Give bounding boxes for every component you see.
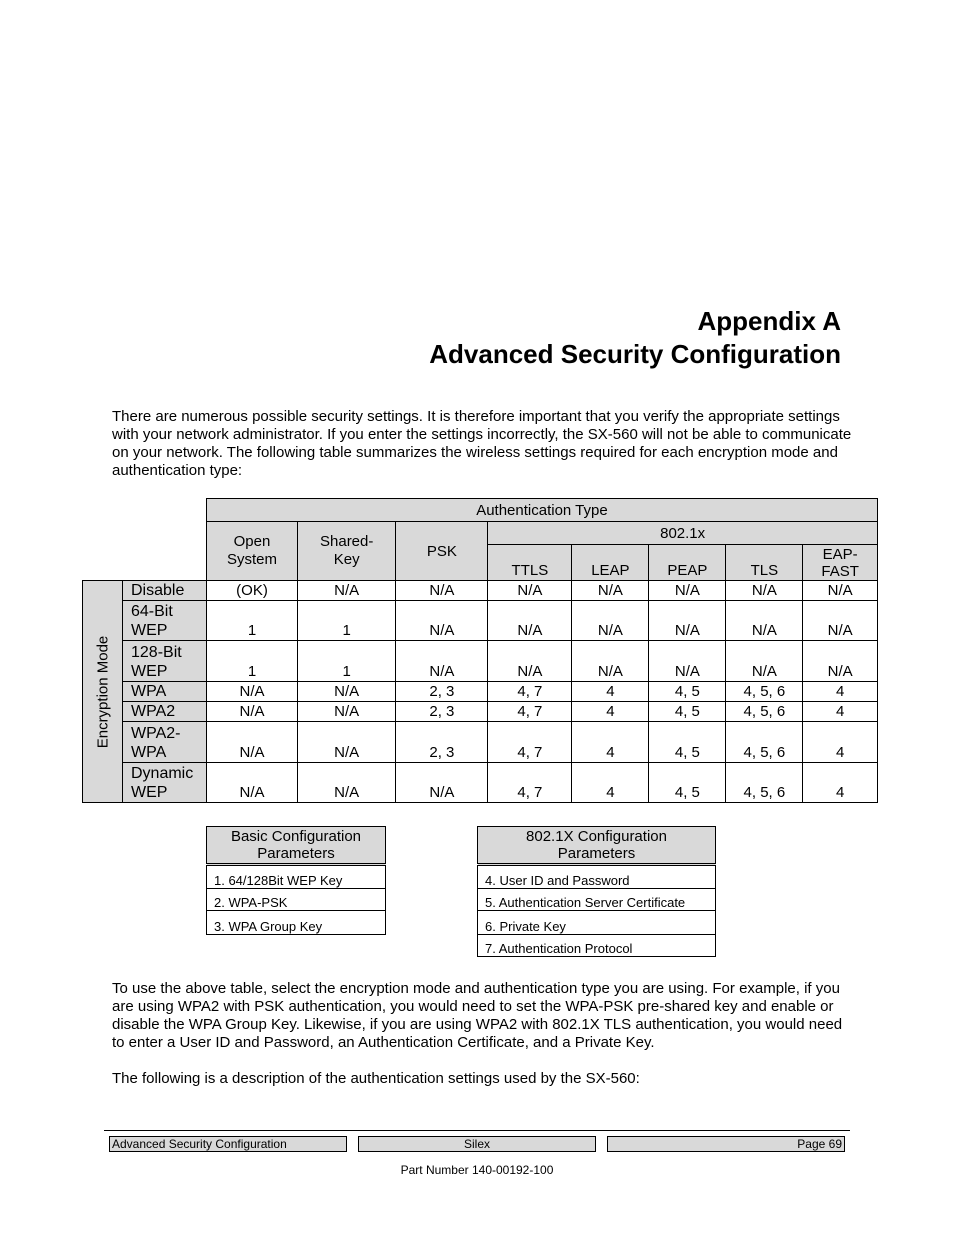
group-header-8021x: 802.1x (488, 522, 878, 545)
col-header-leap: LEAP (572, 545, 649, 581)
table-cell: N/A (396, 581, 488, 601)
table-cell: N/A (298, 682, 396, 702)
footer-page-number: Page 69 (607, 1136, 845, 1152)
table-cell: N/A (396, 641, 488, 682)
table-cell: 4 (572, 702, 649, 722)
table-cell: N/A (298, 722, 396, 763)
table-cell: N/A (649, 601, 726, 641)
table-cell: 2, 3 (396, 722, 488, 763)
table-cell: 4, 5 (649, 702, 726, 722)
footer-divider (104, 1130, 850, 1131)
table-cell: N/A (488, 641, 572, 682)
param-item: 4. User ID and Password (478, 865, 716, 889)
col-header-tls: TLS (726, 545, 803, 581)
table-cell: 4, 7 (488, 722, 572, 763)
table-cell: 4 (572, 722, 649, 763)
col-header-psk: PSK (396, 522, 488, 581)
table-cell: 4, 7 (488, 682, 572, 702)
table-cell: 4, 5, 6 (726, 722, 803, 763)
table-cell: 4 (572, 763, 649, 803)
table-cell: N/A (572, 601, 649, 641)
usage-paragraph: To use the above table, select the encryption mode and authentication type you are using. For example, if you are using WPA2 with PSK authentication, you would need to set the WPA-PSK pre-shared key and enable or disable the WPA Group Key. Likewise, if you are using WPA2 with 802.1X TLS authentication, you would need to enter a User ID and Password, an Authentication Certificate, and a Private Key. (112, 980, 843, 1051)
table-cell: 1 (298, 601, 396, 641)
intro-paragraph: There are numerous possible security settings. It is therefore important that you verify the appropriate settings with your network administrator. If you enter the settings incorrectly, the SX-560 will not be able to communicate on your network. The following table summarizes the wireless settings required for each encryption mode and authentication type: (112, 408, 852, 479)
row-label: 64-Bit WEP (123, 601, 207, 641)
appendix-title: Appendix A (697, 306, 841, 336)
table-cell: N/A (298, 702, 396, 722)
row-label: Dynamic WEP (123, 763, 207, 803)
table-cell: N/A (572, 641, 649, 682)
encryption-mode-label: Encryption Mode (94, 635, 111, 748)
param-item: 6. Private Key (478, 911, 716, 935)
part-number: Part Number 140-00192-100 (400, 1163, 554, 1177)
param-item: 2. WPA-PSK (207, 889, 386, 911)
basic-config-params-table (206, 826, 386, 935)
security-settings-table (82, 498, 878, 803)
description-lead-paragraph: The following is a description of the authentication settings used by the SX-560: (112, 1070, 640, 1087)
table-cell: N/A (726, 581, 803, 601)
table-cell: 4 (803, 702, 878, 722)
encryption-mode-sidebar (83, 581, 123, 803)
row-label: WPA2 (123, 702, 207, 722)
table-cell: N/A (207, 763, 298, 803)
table-cell: N/A (726, 641, 803, 682)
table-cell: 4, 7 (488, 702, 572, 722)
table-cell: (OK) (207, 581, 298, 601)
table-cell: N/A (488, 601, 572, 641)
table-cell: 4, 5, 6 (726, 682, 803, 702)
dot1x-config-params-table (477, 826, 716, 957)
col-header-open-system: Open System (207, 522, 298, 581)
table-cell: N/A (207, 722, 298, 763)
table-cell: 4 (803, 722, 878, 763)
table-cell: N/A (488, 581, 572, 601)
table-cell: 4, 5 (649, 682, 726, 702)
table-cell: N/A (803, 581, 878, 601)
table-cell: N/A (298, 763, 396, 803)
row-label: WPA (123, 682, 207, 702)
table-cell: 1 (207, 641, 298, 682)
table-cell: 4, 5, 6 (726, 763, 803, 803)
table-cell: 4, 5, 6 (726, 702, 803, 722)
col-header-ttls: TTLS (488, 545, 572, 581)
table-cell: N/A (649, 641, 726, 682)
footer-company: Silex (358, 1136, 596, 1152)
table-cell: N/A (649, 581, 726, 601)
param-item: 7. Authentication Protocol (478, 935, 716, 957)
table-cell: N/A (803, 641, 878, 682)
table-cell: N/A (572, 581, 649, 601)
col-header-peap: PEAP (649, 545, 726, 581)
table-cell: N/A (396, 601, 488, 641)
param-item: 5. Authentication Server Certificate (478, 889, 716, 911)
dot1x-params-title: 802.1X Configuration Parameters (478, 827, 716, 865)
col-header-shared-key: Shared-Key (298, 522, 396, 581)
table-cell: 4, 5 (649, 763, 726, 803)
row-label: WPA2-WPA (123, 722, 207, 763)
table-cell: 4 (572, 682, 649, 702)
table-cell: 4 (803, 682, 878, 702)
col-header-eap-fast: EAP-FAST (803, 545, 878, 581)
row-label: Disable (123, 581, 207, 601)
table-cell: 1 (207, 601, 298, 641)
table-cell: 1 (298, 641, 396, 682)
table-cell: 4 (803, 763, 878, 803)
table-cell: N/A (396, 763, 488, 803)
table-cell: N/A (726, 601, 803, 641)
table-cell: N/A (803, 601, 878, 641)
row-label: 128-Bit WEP (123, 641, 207, 682)
auth-type-header: Authentication Type (207, 499, 878, 522)
table-cell: 4, 7 (488, 763, 572, 803)
table-cell: N/A (207, 702, 298, 722)
table-cell: 2, 3 (396, 682, 488, 702)
param-item: 3. WPA Group Key (207, 911, 386, 935)
table-cell: 4, 5 (649, 722, 726, 763)
basic-params-title: Basic Configuration Parameters (207, 827, 386, 865)
table-cell: N/A (207, 682, 298, 702)
table-cell: 2, 3 (396, 702, 488, 722)
table-cell: N/A (298, 581, 396, 601)
footer-section-title: Advanced Security Configuration (109, 1136, 347, 1152)
param-item: 1. 64/128Bit WEP Key (207, 865, 386, 889)
section-title: Advanced Security Configuration (429, 339, 841, 369)
